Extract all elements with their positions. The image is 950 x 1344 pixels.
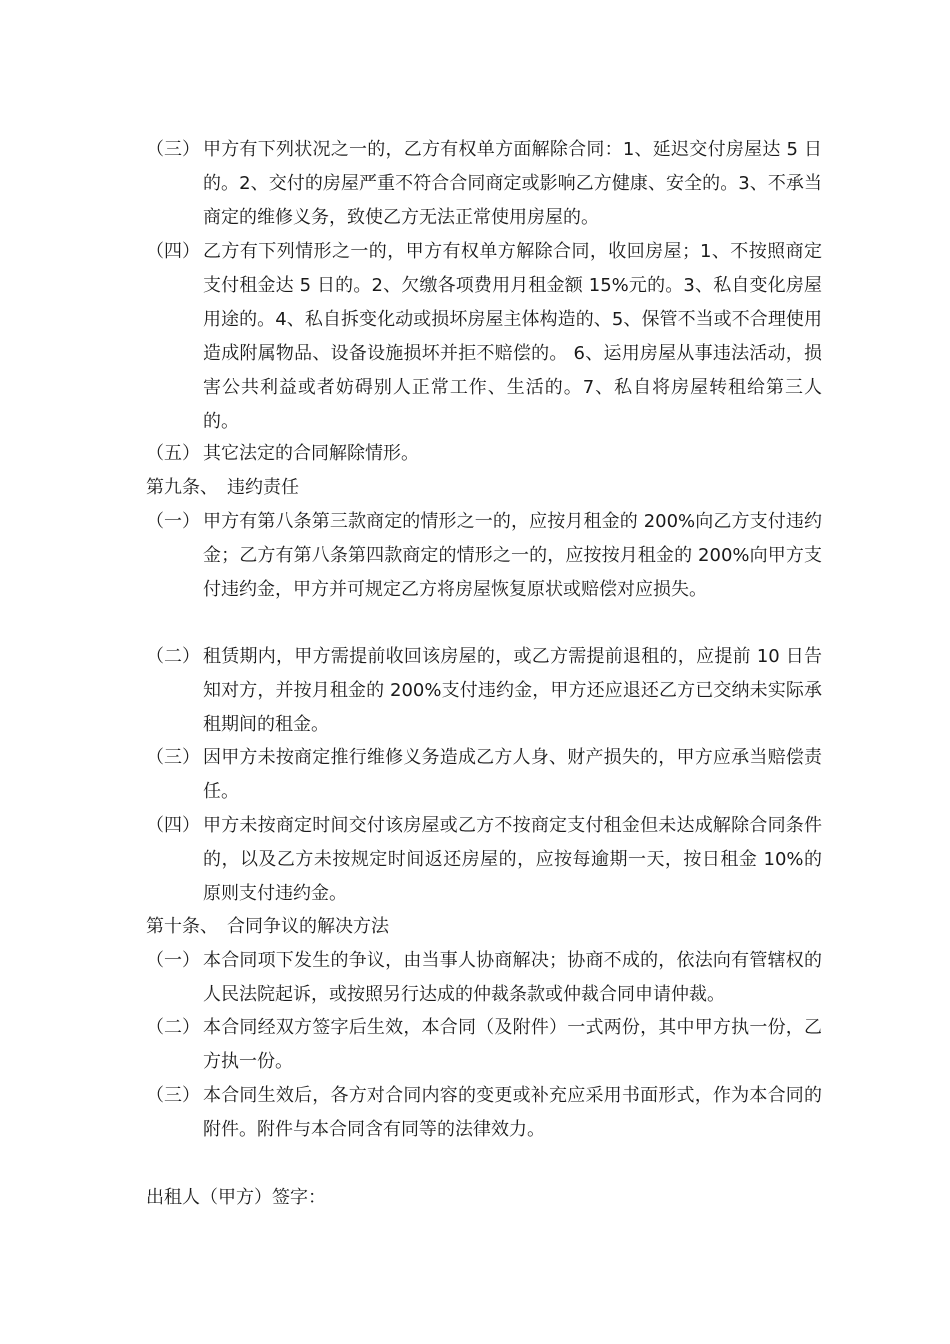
clause-number: （三） <box>146 747 200 768</box>
clause-text: 乙方有下列情形之一的，甲方有权单方解除合同，收回房屋；1、不按照商定支付租金达 5 日的。2、欠缴各项费用月租金额 15%元的。3、私自变化房屋用途的。4、私自拆变化动或损坏房屋主体构造的、5、保管不当或不合理使用造成附属物品、设备设施损坏并拒不赔偿的。 6、运用房屋从事违法活动，损害公共利益或者妨碍别人正常工作、生活的。7、私自将房屋转租给第三人的。 <box>203 241 822 432</box>
clause-text: 因甲方未按商定推行维修义务造成乙方人身、财产损失的，甲方应承当赔偿责任。 <box>203 747 822 802</box>
clause-number: （一） <box>146 511 200 532</box>
clause-item <box>146 1011 822 1079</box>
article-heading: 第九条、 违约责任 <box>146 477 299 498</box>
article-heading: 第十条、 合同争议的解决方法 <box>146 916 389 937</box>
clause-text: 本合同项下发生的争议，由当事人协商解决；协商不成的，依法向有管辖权的人民法院起诉，或按照另行达成的仲裁条款或仲裁合同申请仲裁。 <box>203 950 822 1005</box>
clause-number: （二） <box>146 646 200 667</box>
clause-number: （五） <box>146 443 200 464</box>
clause-item <box>146 235 822 439</box>
clause-item <box>146 437 822 471</box>
clause-item <box>146 944 822 1012</box>
clause-text: 甲方有下列状况之一的，乙方有权单方面解除合同：1、延迟交付房屋达 5 日的。2、交付的房屋严重不符合合同商定或影响乙方健康、安全的。3、不承当商定的维修义务，致使乙方无法正常使用房屋的。 <box>203 139 822 228</box>
clause-number: （三） <box>146 139 200 160</box>
clause-text: 本合同经双方签字后生效，本合同（及附件）一式两份，其中甲方执一份，乙方执一份。 <box>203 1017 822 1072</box>
clause-number: （四） <box>146 815 200 836</box>
clause-text: 租赁期内，甲方需提前收回该房屋的，或乙方需提前退租的，应提前 10 日告知对方，并按月租金的 200%支付违约金，甲方还应退还乙方已交纳未实际承租期间的租金。 <box>203 646 822 735</box>
clause-number: （二） <box>146 1017 200 1038</box>
clause-text: 甲方未按商定时间交付该房屋或乙方不按商定支付租金但未达成解除合同条件的，以及乙方未按规定时间返还房屋的，应按每逾期一天，按日租金 10%的原则支付违约金。 <box>203 815 822 904</box>
clause-item <box>146 640 822 742</box>
clause-number: （三） <box>146 1085 200 1106</box>
clause-item <box>146 505 822 607</box>
clause-number: （一） <box>146 950 200 971</box>
clause-item <box>146 133 822 235</box>
clause-text: 甲方有第八条第三款商定的情形之一的，应按月租金的 200%向乙方支付违约金；乙方有第八条第四款商定的情形之一的，应按按月租金的 200%向甲方支付违约金，甲方并可规定乙方将房屋恢复原状或赔偿对应损失。 <box>203 511 822 600</box>
clause-text: 其它法定的合同解除情形。 <box>203 443 419 464</box>
clause-item <box>146 809 822 911</box>
signature-label: 出租人（甲方）签字： <box>146 1187 326 1208</box>
clause-number: （四） <box>146 241 200 262</box>
clause-text: 本合同生效后，各方对合同内容的变更或补充应采用书面形式，作为本合同的附件。附件与本合同含有同等的法律效力。 <box>203 1085 822 1140</box>
clause-item <box>146 1079 822 1147</box>
clause-item <box>146 741 822 809</box>
